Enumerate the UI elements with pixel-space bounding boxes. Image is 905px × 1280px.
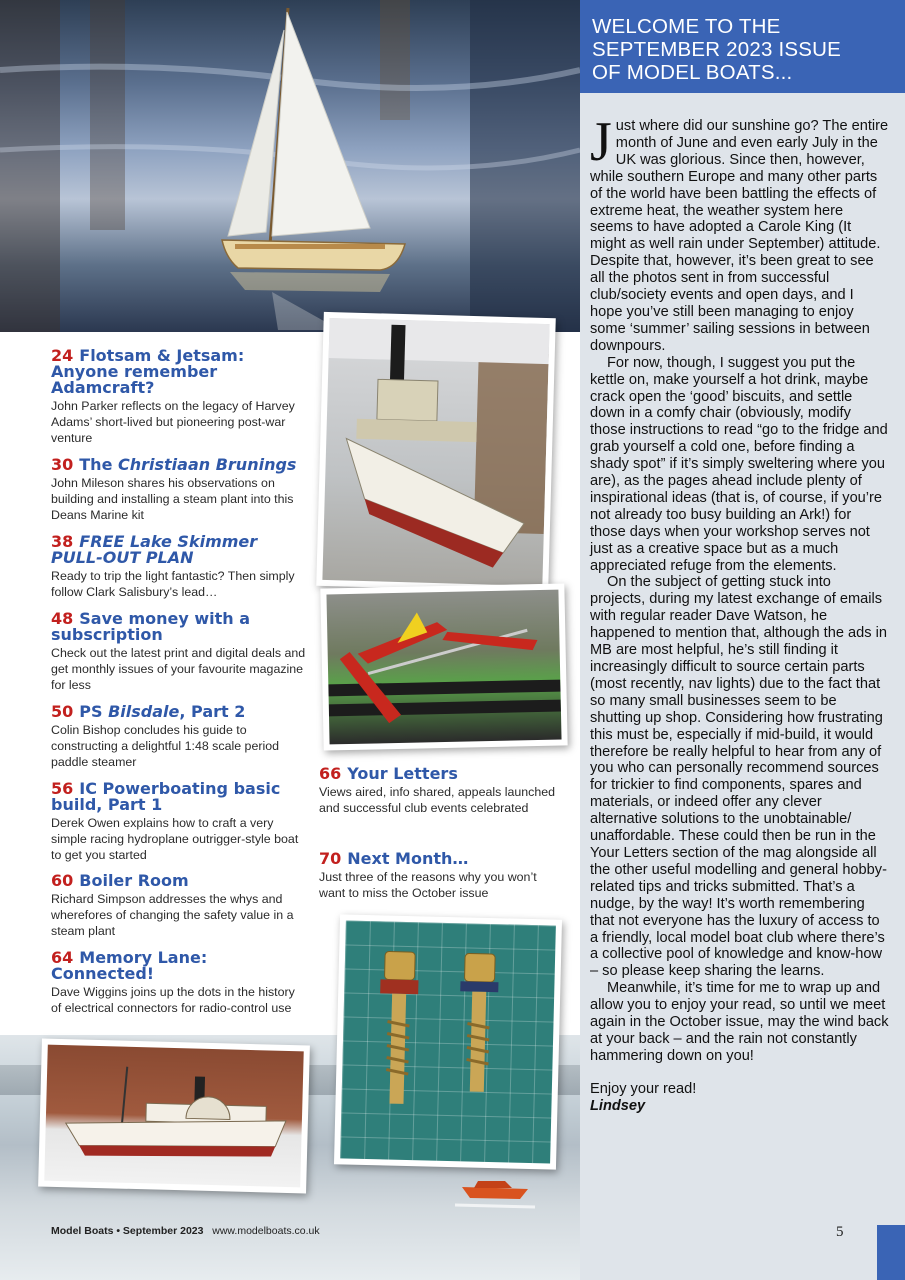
contents-entry-50[interactable] bbox=[51, 704, 306, 770]
contents-entry-desc: John Mileson shares his observations on building and installing a steam plant into this Deans Marine kit bbox=[51, 476, 294, 522]
editorial-signature: Lindsey bbox=[590, 1097, 646, 1114]
drop-cap: J bbox=[590, 111, 612, 173]
page-number: 5 bbox=[836, 1224, 844, 1240]
contents-entry-desc: Dave Wiggins joins up the dots in the history of electrical connectors for radio-control use bbox=[51, 985, 295, 1015]
contents-entry-64[interactable] bbox=[51, 950, 306, 1016]
photo-paddle-steamer bbox=[38, 1039, 310, 1194]
contents-entry-title: 60 Boiler Room bbox=[51, 871, 189, 890]
contents-entry-56[interactable] bbox=[51, 781, 306, 863]
photo-hydroplane bbox=[320, 583, 567, 750]
contents-entry-desc: Colin Bishop concludes his guide to constructing a delightful 1:48 scale period paddle steamer bbox=[51, 723, 279, 769]
contents-entry-title: 70 Next Month… bbox=[319, 849, 469, 868]
contents-entry-70[interactable] bbox=[319, 851, 559, 901]
contents-entry-desc: Check out the latest print and digital deals and get monthly issues of your favourite magazine for less bbox=[51, 646, 306, 692]
contents-entry-title: 64 Memory Lane: Connected! bbox=[51, 948, 208, 983]
paddle-steamer-illustration bbox=[44, 1045, 303, 1188]
contents-entry-desc: Richard Simpson addresses the whys and wherefores of changing the safety value in a steam plant bbox=[51, 892, 294, 938]
page-edge-tab bbox=[877, 1225, 905, 1280]
photo-connectors bbox=[334, 914, 562, 1169]
contents-entry-title: 24 Flotsam & Jetsam: Anyone remember Adamcraft? bbox=[51, 346, 245, 397]
welcome-header bbox=[580, 0, 905, 93]
page-footer bbox=[51, 1225, 320, 1237]
sailboat-illustration bbox=[0, 0, 580, 332]
contents-entry-title: 66 Your Letters bbox=[319, 764, 458, 783]
contents-entry-title: 48 Save money with a subscription bbox=[51, 609, 251, 644]
contents-entry-title: 38 FREE Lake Skimmer PULL-OUT PLAN bbox=[51, 532, 258, 567]
contents-entry-desc: Derek Owen explains how to craft a very simple racing hydroplane outrigger-style boat to get you started bbox=[51, 816, 299, 862]
hero-sailboat-photo bbox=[0, 0, 580, 332]
welcome-title: WELCOME TO THE SEPTEMBER 2023 ISSUE OF MODEL BOATS... bbox=[592, 15, 841, 84]
contents-entry-title: 30 The Christiaan Brunings bbox=[51, 455, 297, 474]
editorial-paragraph: For now, though, I suggest you put the kettle on, make yourself a hot drink, maybe crack open the ‘good’ biscuits, and settle down in a comfy chair (obviously, modify those instructions to read “go to the fridge and grab yourself a cold one, before finding a shady spot” if it’s simply sweltering where you are), as the pages ahead include plenty of inspirational ideas (that is, of course, if you’re not already too busy building an Ark!) for those days when your workshop serves not just as a creative space but as a much appreciated refuge from the elements. bbox=[590, 354, 888, 574]
connectors-illustration bbox=[340, 920, 556, 1163]
contents-entry-desc: Ready to trip the light fantastic? Then simply follow Clark Salisbury’s lead… bbox=[51, 569, 295, 599]
photo-workshop-ship bbox=[316, 312, 556, 592]
contents-entry-30[interactable] bbox=[51, 457, 306, 523]
editorial-paragraph: On the subject of getting stuck into projects, during my latest exchange of emails with regular reader Dave Watson, he happened to mention that, although the ads in MB are most helpful, he’s still finding it increasingly difficult to source certain parts (most recently, nav lights) due to the fact that so many small businesses seem to be shutting up shop. Considering how frustrating this must be, especially if mid-build, it would therefore be really helpful to hear from any of you who can personally recommend sources for trickier to find components, spares and materials, or indeed offer any clever alternative solutions to the unobtainable/ unaffordable. These could then be run in the Your Letters section of the mag alongside all the other useful modelling and general hobby-related tips and tricks submitted. That’s a nudge, by the way! It’s worth remembering that not everyone has the luxury of access to a friendly, local model boat club where there’s a collective pool of knowledge and know-how – so please keep sharing the learns. bbox=[590, 574, 887, 980]
contents-entry-24[interactable] bbox=[51, 348, 306, 446]
footer-publication: Model Boats • September 2023 bbox=[51, 1225, 204, 1237]
editorial-text bbox=[590, 111, 890, 1115]
model-ship-illustration bbox=[322, 318, 549, 586]
contents-entry-48[interactable] bbox=[51, 611, 306, 693]
contents-entry-desc: Just three of the reasons why you won’t want to miss the October issue bbox=[319, 870, 537, 900]
contents-entry-desc: Views aired, info shared, appeals launched and successful club events celebrated bbox=[319, 785, 556, 815]
contents-entry-title: 56 IC Powerboating basic build, Part 1 bbox=[51, 779, 281, 814]
contents-entry-60[interactable] bbox=[51, 873, 306, 939]
contents-entry-38[interactable] bbox=[51, 534, 306, 600]
footer-url[interactable]: www.modelboats.co.uk bbox=[212, 1225, 320, 1237]
editorial-paragraph: Just where did our sunshine go? The entire month of June and even early July in the UK was glorious. Since then, however, while southern Europe and many other parts of the world have been battling the effects of extreme heat, the weather system here seems to have adopted a Carole King (It might as well rain under September) attitude. Despite that, however, it’s been great to see all the photos sent in from successful club/society events and open days, and I hope you’ve still been managing to enjoy some ‘summer’ sailing sessions in between downpours. bbox=[590, 111, 889, 354]
editorial-paragraph: Meanwhile, it’s time for me to wrap up and allow you to enjoy your read, so until we meet again in the October issue, may the wind back at your back – and the rain not constantly hammering down on you! bbox=[590, 980, 889, 1064]
hydroplane-illustration bbox=[326, 590, 561, 745]
editorial-signoff: Enjoy your read! bbox=[590, 1080, 697, 1097]
contents-entry-title: 50 PS Bilsdale, Part 2 bbox=[51, 702, 246, 721]
contents-entry-desc: John Parker reflects on the legacy of Harvey Adams’ short-lived but pioneering post-war venture bbox=[51, 399, 295, 445]
contents-entry-66[interactable] bbox=[319, 766, 559, 816]
